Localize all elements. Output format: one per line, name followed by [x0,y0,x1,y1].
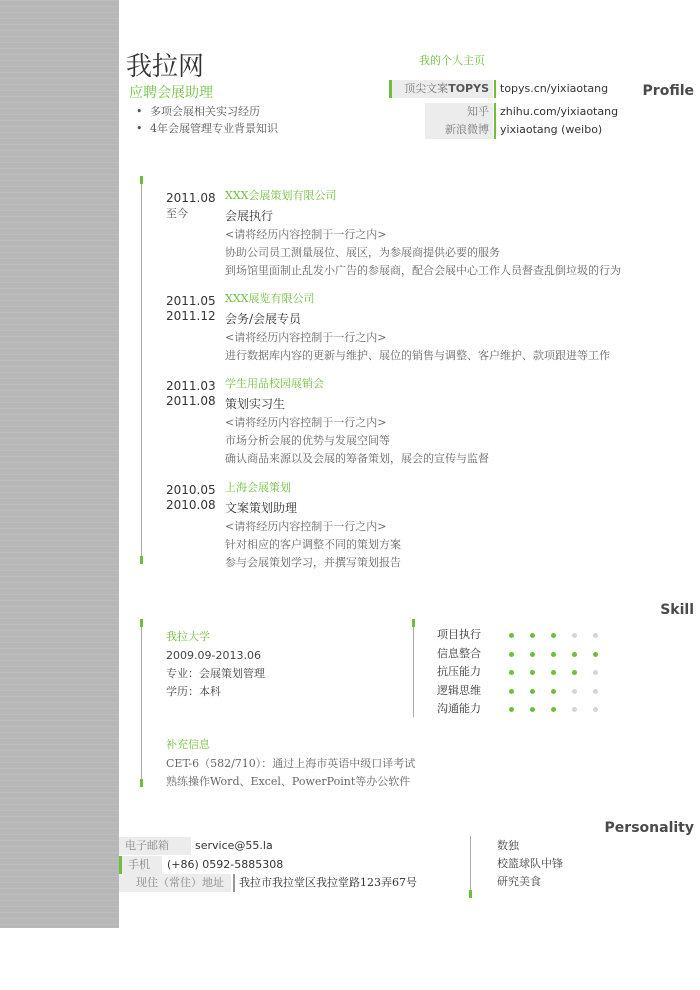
link-label [389,80,493,98]
link-url[interactable]: zhihu.com/yixiaotang [500,105,619,118]
skill-level-dot [593,670,598,675]
edu-period: 2009.09-2013.06 [166,649,261,662]
contact-divider [233,874,235,892]
contact-address [119,874,459,892]
skill-level-dot [572,633,577,638]
skill-divider-marker [412,619,415,627]
edu-degree: 学历：本科 [166,685,221,698]
skill-level-dot [551,652,556,657]
skill-level-dot [509,670,514,675]
skill-name: 逻辑思维 [437,683,481,697]
exp-line: 到场馆里面制止乱发小广告的参展商，配合会展中心工作人员督查乱倒垃圾的行为 [225,264,621,277]
skill-divider [413,619,414,717]
exp-company: XXX会展策划有限公司 [225,189,337,202]
contact-email [119,837,399,855]
link-label-prefix: 顶尖文案 [404,82,449,95]
skill-list [437,626,617,721]
exp-start-date: 2011.08 [166,191,216,205]
personality-item: 校篮球队中锋 [497,857,563,870]
exp-company: 上海会展策划 [225,481,291,494]
exp-line: 市场分析会展的优势与发展空间等 [225,434,390,447]
experience-timeline [141,176,142,564]
link-label-brand: TOPYS [448,82,489,95]
exp-line: <请将经历内容控制于一行之内> [225,331,387,344]
address-value: 我拉市我拉堂区我拉堂路123弄67号 [239,876,417,889]
exp-role: 文案策划助理 [225,501,298,515]
candidate-name: 我拉网 [126,52,205,82]
extra-line: CET-6（582/710）：通过上海市英语中级口译考试 [166,757,416,770]
exp-line: <请将经历内容控制于一行之内> [225,228,387,241]
sidebar-skill-label: Skill [660,602,694,618]
link-url[interactable]: topys.cn/yixiaotang [500,82,609,95]
exp-start-date: 2011.05 [166,294,216,308]
timeline-marker [140,176,143,184]
link-divider [494,121,496,139]
edu-school: 我拉大学 [166,630,210,643]
skill-level-dot [593,707,598,712]
exp-description [225,414,489,468]
homepage-title: 我的个人主页 [419,54,485,67]
skill-level-dot [593,652,598,657]
skill-level-dot [530,670,535,675]
exp-role: 会务/会展专员 [225,312,302,326]
personality-divider [470,836,471,896]
skill-name: 信息整合 [437,646,481,660]
highlight-item: • 多项会展相关实习经历 [136,103,278,120]
link-label: 新浪微博 [425,121,493,139]
exp-role: 会展执行 [225,209,274,223]
timeline-marker [140,556,143,564]
skill-level-dot [551,689,556,694]
sidebar-contact-label: Contact [624,799,694,818]
extra-line: 熟练操作Word、Excel、PowerPoint等办公软件 [166,775,411,788]
personality-item: 数独 [497,839,519,852]
extra-info [166,755,415,791]
exp-line: 进行数据库内容的更新与维护、展位的销售与调整、客户维护、款项跟进等工作 [225,349,610,362]
exp-line: <请将经历内容控制于一行之内> [225,520,387,533]
skill-level-dot [530,633,535,638]
exp-end-date: 2010.08 [166,498,216,512]
exp-end-date: 至今 [166,207,188,220]
sidebar-experience-label: Experience [594,157,694,176]
skill-name: 沟通能力 [437,702,481,715]
exp-description [225,518,401,572]
skill-level-dot [551,670,556,675]
contact-label: 现住（常住）地址 [119,874,231,892]
homepage-link-topys[interactable] [389,80,689,98]
extra-info-title: 补充信息 [166,738,210,751]
homepage-link-weibo[interactable] [425,121,689,139]
highlight-list [136,103,278,137]
exp-line: 确认商品来源以及会展的筹备策划，展会的宣传与监督 [225,452,489,465]
skill-level-dot [593,689,598,694]
exp-start-date: 2011.03 [166,379,216,393]
skill-name: 抗压能力 [437,665,481,678]
exp-start-date: 2010.05 [166,483,216,497]
highlight-item: • 4年会展管理专业背景知识 [136,120,278,137]
sidebar-education-label: Education [604,580,694,599]
sidebar-name-label: Name [642,58,694,77]
link-divider [494,103,496,121]
skill-level-dot [509,707,514,712]
skill-level-dot [509,633,514,638]
exp-line: 协助公司员工测量展位、展区，为参展商提供必要的服务 [225,246,500,259]
sidebar-profile-label: Profile [642,83,694,99]
exp-end-date: 2011.12 [166,309,216,323]
skill-level-dot [572,652,577,657]
personality-list [497,837,563,891]
exp-company: XXX展览有限公司 [225,292,315,305]
skill-level-dot [572,707,577,712]
contact-label: 手机 [119,856,162,874]
skill-level-dot [530,689,535,694]
exp-end-date: 2011.08 [166,394,216,408]
skill-level-dot [572,689,577,694]
phone-value[interactable]: (+86) 0592-5885308 [167,858,284,871]
skill-level-dot [551,633,556,638]
timeline-marker [140,779,143,787]
exp-role: 策划实习生 [225,397,286,411]
contact-phone [119,856,399,874]
timeline-marker [140,619,143,627]
personality-item: 研究美食 [497,875,541,888]
job-title: 应聘会展助理 [129,85,213,101]
sidebar-band [0,0,119,928]
skill-level-dot [572,670,577,675]
edu-major: 专业：会展策划管理 [166,667,265,680]
skill-level-dot [530,652,535,657]
education-timeline [141,619,142,787]
link-label: 知乎 [425,103,493,121]
personality-divider-marker [469,890,472,898]
exp-company: 学生用品校园展销会 [225,377,324,390]
skill-level-dot [509,652,514,657]
skill-level-dot [593,633,598,638]
sidebar-personality-label: Personality [604,820,694,836]
homepage-link-zhihu[interactable] [425,103,689,121]
contact-label: 电子邮箱 [119,837,191,855]
skill-level-dot [530,707,535,712]
skill-level-dot [509,689,514,694]
exp-line: 参与会展策划学习，并撰写策划报告 [225,556,401,569]
skill-name: 项目执行 [437,628,481,641]
exp-description [225,329,610,365]
skill-level-dot [551,707,556,712]
email-value[interactable]: service@55.la [195,839,273,852]
link-divider [494,80,496,98]
exp-description [225,226,621,280]
exp-line: <请将经历内容控制于一行之内> [225,416,387,429]
link-url[interactable]: yixiaotang (weibo) [500,123,603,136]
exp-line: 针对相应的客户调整不同的策划方案 [225,538,401,551]
